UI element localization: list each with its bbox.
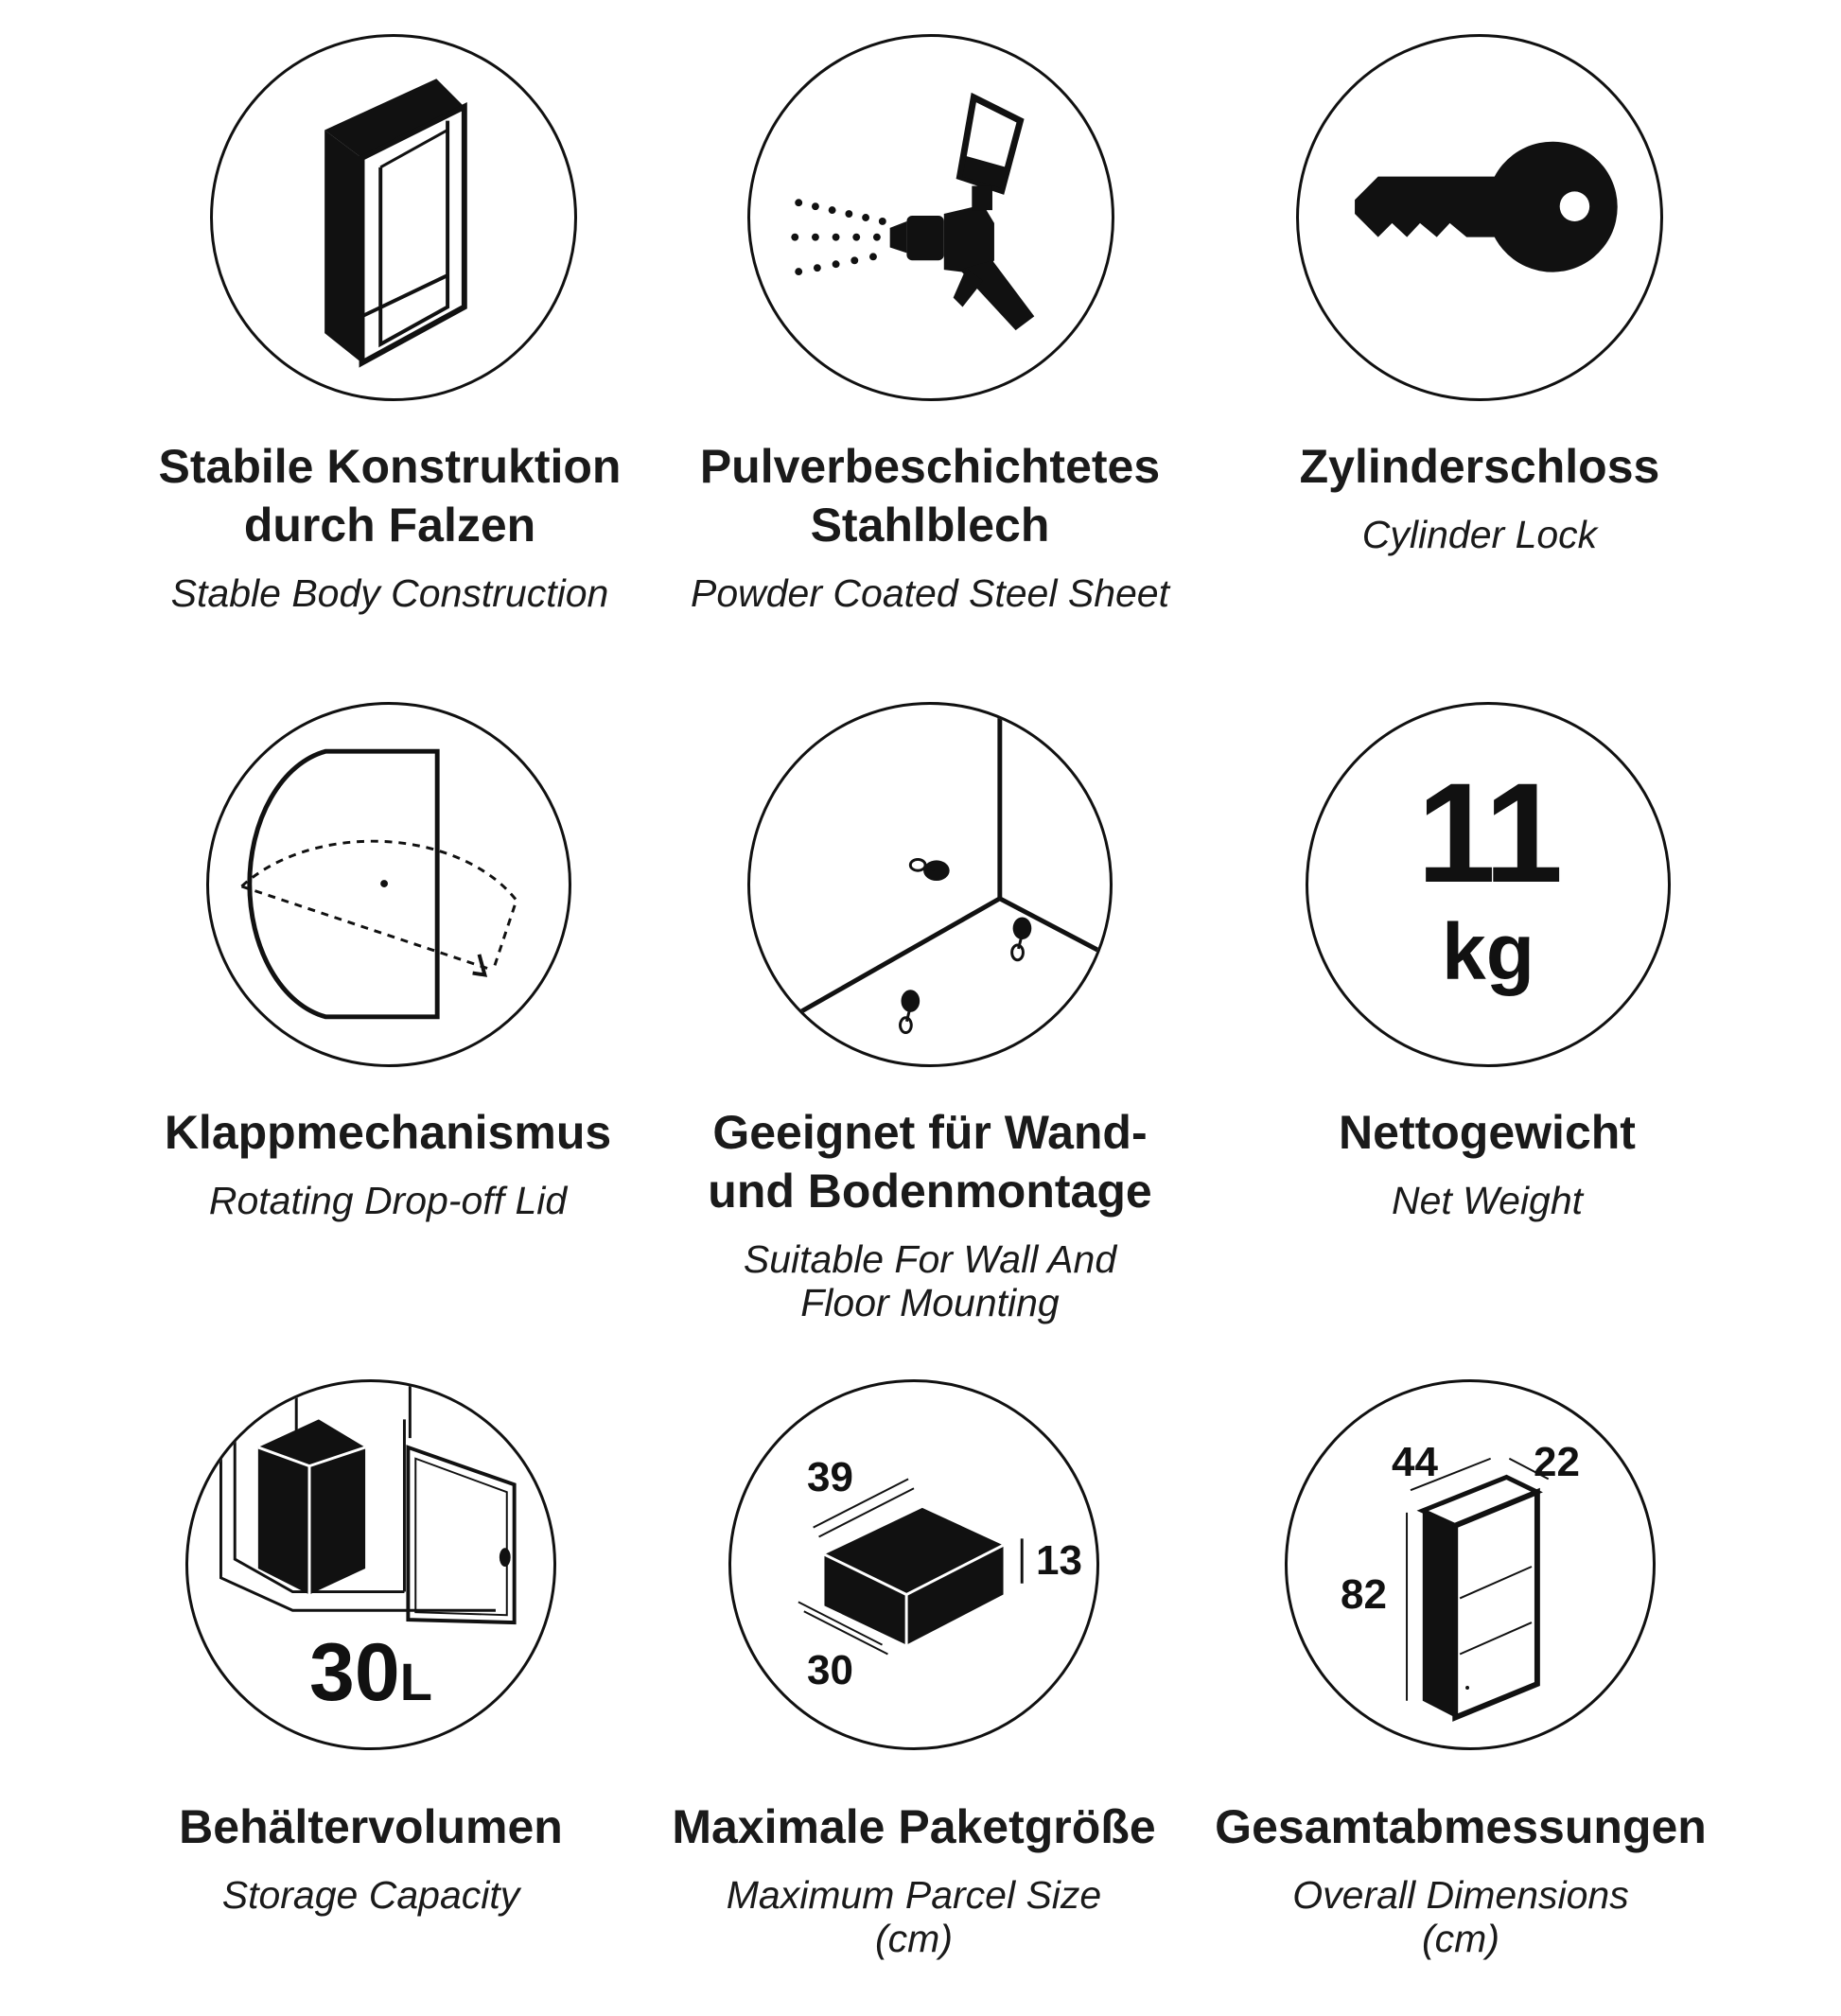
- feature-subtitle: [1222, 1179, 1752, 1222]
- feature-subtitle: [106, 1873, 636, 1917]
- subtitle-line: Floor Mounting: [800, 1281, 1060, 1324]
- feature-circle-parcel: [728, 1379, 1099, 1750]
- subtitle-line: Rotating Drop-off Lid: [208, 1179, 568, 1222]
- feature-subtitle: [123, 1179, 653, 1222]
- feature-circle-lock: [1296, 34, 1663, 401]
- parcel-length-label: 39: [807, 1454, 853, 1500]
- parcel-height-label: 13: [1036, 1537, 1082, 1584]
- feature-circle-weight: [1306, 702, 1671, 1067]
- feature-subtitle: [1215, 513, 1745, 556]
- feature-circle-mounting: [747, 702, 1113, 1067]
- title-line: Gesamtabmessungen: [1215, 1800, 1707, 1853]
- feature-circle-coating: [747, 34, 1114, 401]
- feature-circle-lid: [206, 702, 571, 1067]
- feature-title: [106, 1797, 636, 1856]
- title-line: Geeignet für Wand-: [712, 1106, 1148, 1159]
- subtitle-line: Storage Capacity: [221, 1873, 520, 1917]
- mounting-screws-icon: [750, 705, 1110, 1064]
- weight-unit: kg: [1441, 907, 1535, 996]
- title-line: Zylinderschloss: [1299, 440, 1660, 493]
- weight-icon: [1308, 705, 1668, 1064]
- dimension-height-label: 82: [1341, 1571, 1387, 1618]
- subtitle-line: Cylinder Lock: [1361, 513, 1598, 556]
- subtitle-line: Net Weight: [1391, 1179, 1584, 1222]
- subtitle-line: Powder Coated Steel Sheet: [691, 571, 1169, 615]
- title-line: Nettogewicht: [1339, 1106, 1636, 1159]
- parcel-width-label: 30: [807, 1647, 853, 1693]
- feature-title: [1196, 1797, 1726, 1856]
- capacity-label: [188, 1627, 553, 1718]
- feature-subtitle: [125, 571, 655, 615]
- title-line: Stabile Konstruktion: [158, 440, 622, 493]
- parcel-box-dimensions-icon: [1288, 1382, 1653, 1747]
- subtitle-line: Maximum Parcel Size: [726, 1873, 1102, 1917]
- subtitle-line: Suitable For Wall And: [743, 1237, 1117, 1281]
- subtitle-line: Overall Dimensions: [1292, 1873, 1629, 1917]
- title-line: Stahlblech: [810, 499, 1050, 552]
- feature-circle-capacity: [185, 1379, 556, 1750]
- title-line: Maximale Paketgröße: [672, 1800, 1156, 1853]
- subtitle-line: (cm): [875, 1917, 953, 1960]
- spray-gun-icon: [750, 37, 1112, 398]
- capacity-unit: L: [399, 1652, 432, 1711]
- folded-body-icon: [213, 37, 574, 398]
- feature-title: [1215, 437, 1745, 496]
- title-line: und Bodenmontage: [708, 1165, 1152, 1218]
- dimension-width-label: 44: [1392, 1439, 1438, 1485]
- feature-circle-construction: [210, 34, 577, 401]
- title-line: durch Falzen: [243, 499, 536, 552]
- title-line: Behältervolumen: [179, 1800, 563, 1853]
- rotating-lid-icon: [209, 705, 569, 1064]
- feature-title: [125, 437, 655, 554]
- capacity-value: 30: [309, 1627, 400, 1718]
- title-line: Pulverbeschichtetes: [699, 440, 1161, 493]
- feature-subtitle: [1196, 1873, 1726, 1960]
- feature-title: [1222, 1103, 1752, 1162]
- feature-subtitle: [665, 1237, 1195, 1324]
- subtitle-line: (cm): [1422, 1917, 1499, 1960]
- feature-subtitle: [665, 571, 1195, 615]
- subtitle-line: Stable Body Construction: [170, 571, 609, 615]
- key-icon: [1299, 37, 1660, 398]
- title-line: Klappmechanismus: [164, 1106, 612, 1159]
- feature-title: [665, 437, 1195, 554]
- feature-title: [665, 1103, 1195, 1220]
- dimension-depth-label: 22: [1534, 1439, 1580, 1485]
- weight-value: 11: [1416, 753, 1560, 912]
- feature-subtitle: [649, 1873, 1179, 1960]
- feature-circle-dimensions: [1285, 1379, 1656, 1750]
- feature-title: [123, 1103, 653, 1162]
- feature-title: [649, 1797, 1179, 1856]
